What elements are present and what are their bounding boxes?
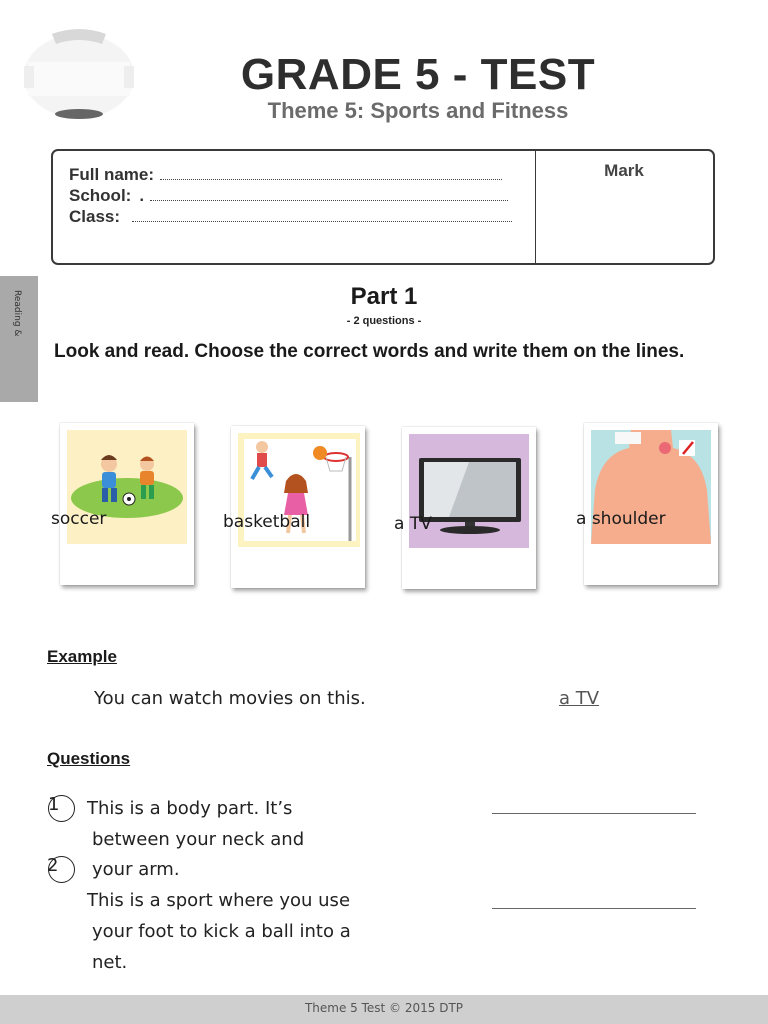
footer-text: Theme 5 Test © 2015 DTP [304, 1001, 464, 1015]
part-subtitle: - 2 questions - [346, 315, 422, 327]
picture-label-soccer: soccer [51, 509, 107, 529]
student-info-box [51, 149, 715, 265]
question-1-line-1: This is a body part. It’s [87, 798, 293, 819]
school-label: School: [69, 186, 132, 205]
page-subtitle: Theme 5: Sports and Fitness [267, 98, 569, 123]
picture-card-soccer [60, 423, 194, 585]
class-field[interactable] [69, 207, 512, 227]
picture-card-basketball [231, 426, 365, 588]
full-name-field[interactable] [69, 165, 502, 185]
footer-bar [0, 995, 768, 1024]
full-name-dotted-line [160, 178, 502, 180]
question-2-line-3: net. [92, 952, 128, 973]
school-prefix: . [139, 186, 145, 205]
question-1-answer-line[interactable] [492, 813, 696, 814]
question-1-number: 1 [48, 794, 60, 815]
questions-heading: Questions [47, 749, 131, 768]
picture-label-tv: a TV [394, 514, 432, 534]
question-2-number: 2 [47, 855, 59, 876]
picture-card-shoulder [584, 423, 718, 585]
question-1-line-3: your arm. [92, 859, 180, 880]
question-2-line-2: your foot to kick a ball into a [92, 921, 351, 942]
class-dotted-line [132, 220, 512, 222]
school-logo [22, 26, 136, 120]
question-1-line-2: between your neck and [92, 829, 305, 850]
page-title: GRADE 5 - TEST [240, 50, 596, 99]
part-title: Part 1 [350, 283, 418, 310]
picture-card-tv [402, 427, 536, 589]
class-label: Class: [69, 207, 121, 226]
school-dotted-line [150, 199, 508, 201]
question-2-answer-line[interactable] [492, 908, 696, 909]
example-text: You can watch movies on this. [94, 688, 366, 709]
example-heading: Example [47, 647, 117, 666]
example-answer: a TV [559, 688, 600, 709]
picture-label-basketball: basketball [223, 512, 311, 532]
picture-label-shoulder: a shoulder [576, 509, 666, 529]
full-name-label: Full name: [69, 165, 155, 184]
instruction-text: Look and read. Choose the correct words and write them on the lines. [54, 341, 685, 362]
side-tab-label: Reading & [12, 290, 22, 337]
school-field[interactable] [69, 186, 508, 206]
mark-label: Mark [604, 161, 644, 180]
question-2-line-1: This is a sport where you use [87, 890, 351, 911]
